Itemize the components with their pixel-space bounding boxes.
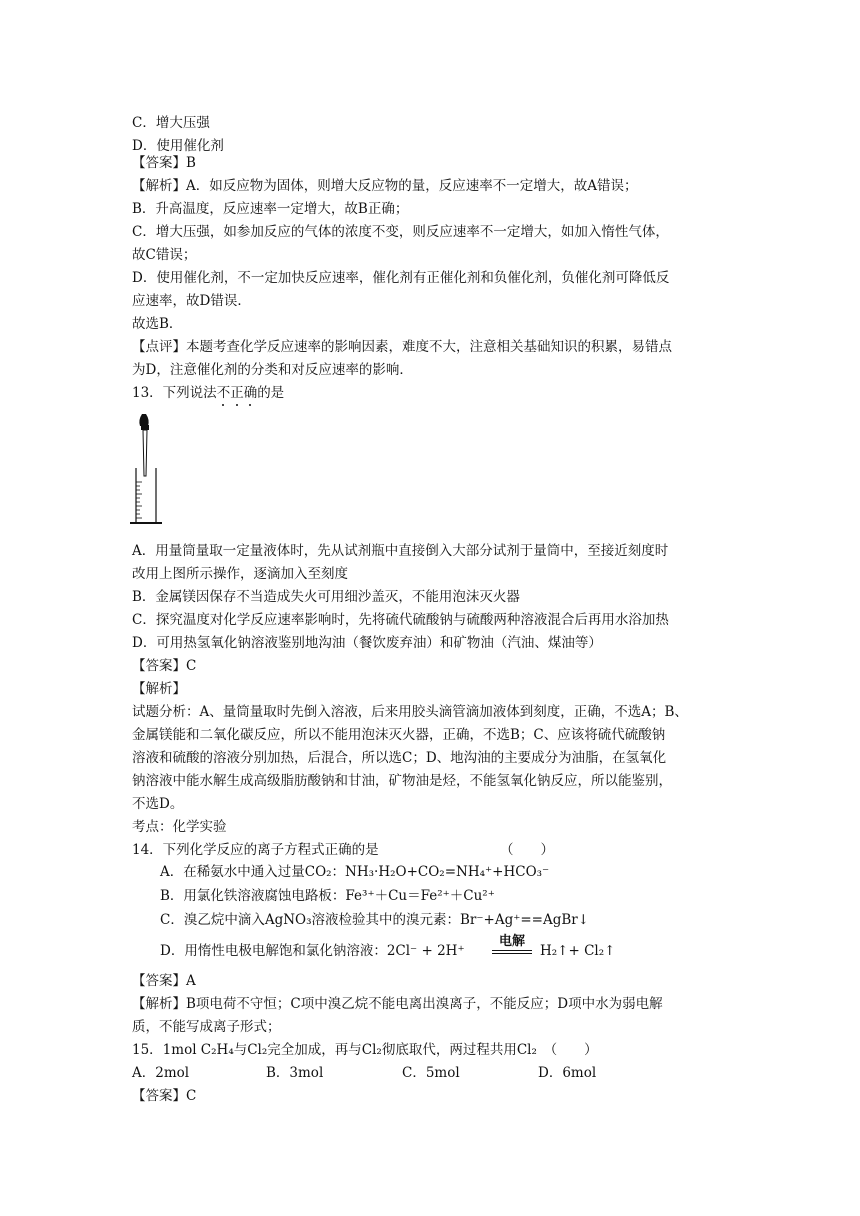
q13-analysis: 试题分析：A、量筒量取时先倒入溶液，后来用胶头滴管滴加液体到刻度，正确，不选A；B、 bbox=[132, 704, 688, 720]
q14-answer: 【答案】A bbox=[132, 973, 196, 989]
q14-option-d-products: H₂↑+ Cl₂↑ bbox=[540, 943, 616, 959]
q13-option-c: C．探究温度对化学反应速率影响时，先将硫代硫酸钠与硫酸两种溶液混合后再用水浴加热 bbox=[132, 612, 669, 628]
q13-answer: 【答案】C bbox=[132, 658, 197, 674]
question-15-stem: 15．1mol C₂H₄与Cl₂完全加成，再与Cl₂彻底取代，两过程共用Cl₂ （ ） bbox=[132, 1042, 598, 1058]
q13-analysis: 溶液和硫酸的溶液分别加热，后混合，所以选C；D、地沟油的主要成分为油脂，在氢氧化 bbox=[132, 750, 667, 766]
q13-option-a: A．用量筒量取一定量液体时，先从试剂瓶中直接倒入大部分试剂于量筒中，至接近刻度时 bbox=[132, 543, 669, 559]
q14-option-d: D．用惰性电极电解饱和氯化钠溶液：2Cl⁻ + 2H⁺ bbox=[160, 943, 465, 959]
q14-option-a: A．在稀氨水中通入过量CO₂：NH₃·H₂O+CO₂=NH₄⁺+HCO₃⁻ bbox=[160, 864, 550, 880]
q13-kaodian: 考点：化学实验 bbox=[132, 819, 227, 835]
analysis-line: 【解析】A．如反应物为固体，则增大反应物的量，反应速率不一定增大，故A错误； bbox=[132, 178, 638, 194]
answer: 【答案】B bbox=[132, 155, 196, 171]
comment-line: 为D，注意催化剂的分类和对反应速率的影响． bbox=[132, 362, 413, 378]
analysis-line: 应速率，故D错误． bbox=[132, 293, 251, 309]
analysis-line: 故C错误； bbox=[132, 247, 197, 263]
q15-option-b: B．3mol bbox=[266, 1065, 324, 1081]
q13-option-d: D．可用热氢氧化钠溶液鉴别地沟油（餐饮废弃油）和矿物油（汽油、煤油等） bbox=[132, 635, 602, 651]
q15-option-c: C．5mol bbox=[402, 1065, 460, 1081]
q14-option-c: C．溴乙烷中滴入AgNO₃溶液检验其中的溴元素：Br⁻+Ag⁺==AgBr↓ bbox=[160, 912, 590, 928]
dropper-cylinder-figure bbox=[128, 412, 168, 528]
q13-analysis-label: 【解析】 bbox=[132, 681, 186, 697]
q13-analysis: 金属镁能和二氧化碳反应，所以不能用泡沫灭火器，正确，不选B；C、应该将硫代硫酸钠 bbox=[132, 727, 666, 743]
q13-option-b: B．金属镁因保存不当造成失火可用细沙盖灭，不能用泡沫灭火器 bbox=[132, 589, 520, 605]
q15-answer: 【答案】C bbox=[132, 1088, 197, 1104]
analysis-line: D．使用催化剂，不一定加快反应速率，催化剂有正催化剂和负催化剂，负催化剂可降低反 bbox=[132, 270, 670, 286]
q14-analysis: 【解析】B项电荷不守恒；C项中溴乙烷不能电离出溴离子，不能反应；D项中水为弱电解 bbox=[132, 996, 663, 1012]
q15-option-a: A．2mol bbox=[132, 1065, 190, 1081]
analysis-line: B．升高温度，反应速率一定增大，故B正确； bbox=[132, 201, 409, 217]
option-c: C．增大压强 bbox=[132, 115, 210, 131]
conclusion-line: 故选B． bbox=[132, 316, 183, 332]
question-13-stem: 13．下列说法不正确的是 bbox=[132, 385, 285, 401]
dropper-tube-icon bbox=[143, 430, 147, 476]
q14-option-b: B．用氯化铁溶液腐蚀电路板：Fe³⁺＋Cu＝Fe²⁺＋Cu²⁺ bbox=[160, 888, 495, 904]
electrolysis-condition: 电解 bbox=[492, 930, 532, 954]
dropper-bulb-icon bbox=[139, 414, 148, 426]
question-14-stem: 14．下列化学反应的离子方程式正确的是 bbox=[132, 842, 379, 858]
question-14-paren: （ ） bbox=[500, 842, 554, 858]
q13-analysis: 不选D。 bbox=[132, 796, 184, 812]
comment-line: 【点评】本题考查化学反应速率的影响因素，难度不大，注意相关基础知识的积累，易错点 bbox=[132, 339, 672, 355]
analysis-line: C．增大压强，如参加反应的气体的浓度不变，则反应速率不一定增大，如加入惰性气体， bbox=[132, 224, 669, 240]
q15-option-d: D．6mol bbox=[538, 1065, 597, 1081]
q13-option-a-cont: 改用上图所示操作，逐滴加入至刻度 bbox=[132, 566, 348, 582]
q13-analysis: 钠溶液中能水解生成高级脂肪酸钠和甘油，矿物油是烃，不能氢氧化钠反应，所以能鉴别， bbox=[132, 773, 672, 789]
q14-analysis: 质，不能写成离子形式； bbox=[132, 1019, 281, 1035]
option-d: D．使用催化剂 bbox=[132, 138, 224, 154]
